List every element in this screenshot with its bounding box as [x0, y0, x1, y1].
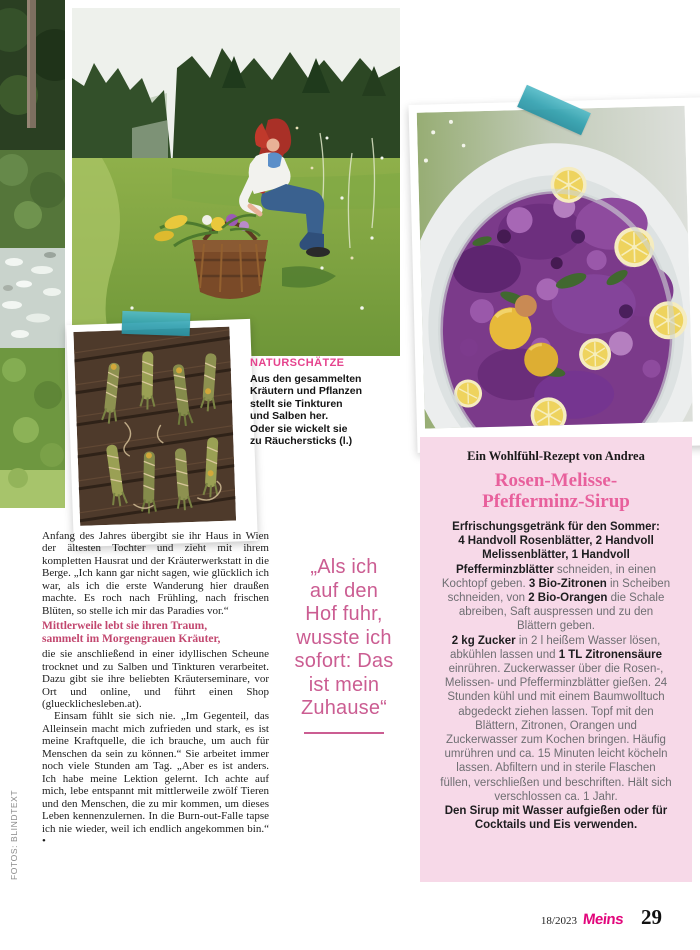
recipe-kicker: Ein Wohlfühl-Rezept von Andrea: [467, 449, 645, 463]
recipe-box: [420, 437, 692, 882]
photo-caption: [250, 357, 402, 447]
recipe-title: Rosen-Melisse- Pfefferminz-Sirup: [482, 470, 630, 512]
quote-divider: [304, 732, 384, 734]
pull-quote: [281, 556, 407, 734]
magazine-logo: Meins: [582, 911, 624, 928]
rose-syrup-pot-photo: [408, 97, 700, 453]
caption-text: Aus den gesammelten Kräutern und Pflanzen stellt sie Tinkturen und Salben her. Oder sie wickelt sie zu Räuchersticks (l.): [250, 373, 363, 448]
smudge-sticks-photo: [66, 319, 258, 547]
forest-stream-illustration: [0, 0, 65, 508]
issue-number: 18/2023: [540, 915, 577, 927]
article-paragraph: Anfang des Jahres übergibt sie ihr Haus in Wien der ältesten Tochter und zieht mit ihrem kompletten Hausrat und der Kräuterwerkstatt in die Berge. „Ich kann gar nicht sagen, wie glücklich ich war, als ich die erste Wanderung hier draußen machte. Es roch nach Frühling, nach frischen Blüten, so stelle ich mir das Paradies vor.“: [42, 530, 269, 617]
recipe-instructions: Erfrischungsgetränk für den Sommer: 4 Handvoll Rosenblätter, 2 Handvoll Melissenblätter, 1 Handvoll Pfefferminzblätter schneiden, in einen Kochtopf geben. 3 Bio-Zitronen in Scheiben schneiden, von 2 Bio-Orangen die Schale abreiben, Saft auspressen und zu den Blättern geben. 2 kg Zucker in 2 l heißem Wasser lösen, abkühlen lassen und 1 TL Zitronensäure einrühren. Zuckerwasser über die Rosen-, Melissen- und Pfefferminzblätter gießen. 24 Stunden kühl und mit einem Baumwolltuch abgedeckt ziehen lassen. Topf mit den Blättern, Zitronen, Orangen und Zuckerwasser zum Kochen bringen. Häufig umrühren und ca. 15 Minuten leicht köcheln lassen. Abfiltern und in sterile Flaschen füllen, verschließen und beschriften. Hält sich verschlossen ca. 1 Jahr. Den Sirup mit Wasser aufgießen oder für Cocktails und Eis verwenden.: [440, 521, 672, 832]
article-paragraph: die sie anschließend in einer idyllischen Scheune trocknet und zu Salben und Tinkturen verarbeitet. Dazu gibt sie ihre beliebten Kräuterseminare, vor Ort und online, und führt einen Shop (gluecklichesleben.at).: [42, 648, 269, 710]
rose-syrup-illustration: [417, 106, 693, 429]
washi-tape-icon: [122, 311, 191, 336]
page-number: 29: [641, 905, 662, 929]
smudge-sticks-illustration: [73, 327, 236, 526]
forest-stream-photo: [0, 0, 65, 508]
pull-quote-text: „Als ich auf den Hof fuhr, wusste ich sofort: Das ist mein Zuhause“: [294, 556, 394, 719]
photo-credit: FOTOS: BLINDTEXT: [9, 789, 19, 880]
page-footer: [541, 905, 662, 930]
meadow-illustration: [72, 8, 400, 356]
article-body: [42, 530, 269, 847]
article-paragraph: Einsam fühlt sie sich nie. „Im Gegenteil, das Alleinsein macht mich zufrieden und stark, es ist meine Kraftquelle, die ich brauche, um auch für Menschen da sein zu können.“ Sie arbeitet immer noch viele Stunden am Tag. „Aber es ist anders. Ich habe meine Lektion gelernt. Ich achte auf mich, lebe entspannt mit mittlerweile zwölf Tieren und den Menschen, die zu mir kommen, um dieses Leben kennenzulernen. In die Burn-out-Falle tapse ich nie wieder, weil ich endlich angekommen bin.“ •: [42, 710, 269, 847]
article-subhead: Mittlerweile lebt sie ihren Traum, sammelt im Morgengrauen Kräuter,: [42, 620, 221, 646]
meadow-herb-picking-photo: [72, 8, 400, 356]
caption-kicker: NATURSCHÄTZE: [250, 357, 345, 369]
